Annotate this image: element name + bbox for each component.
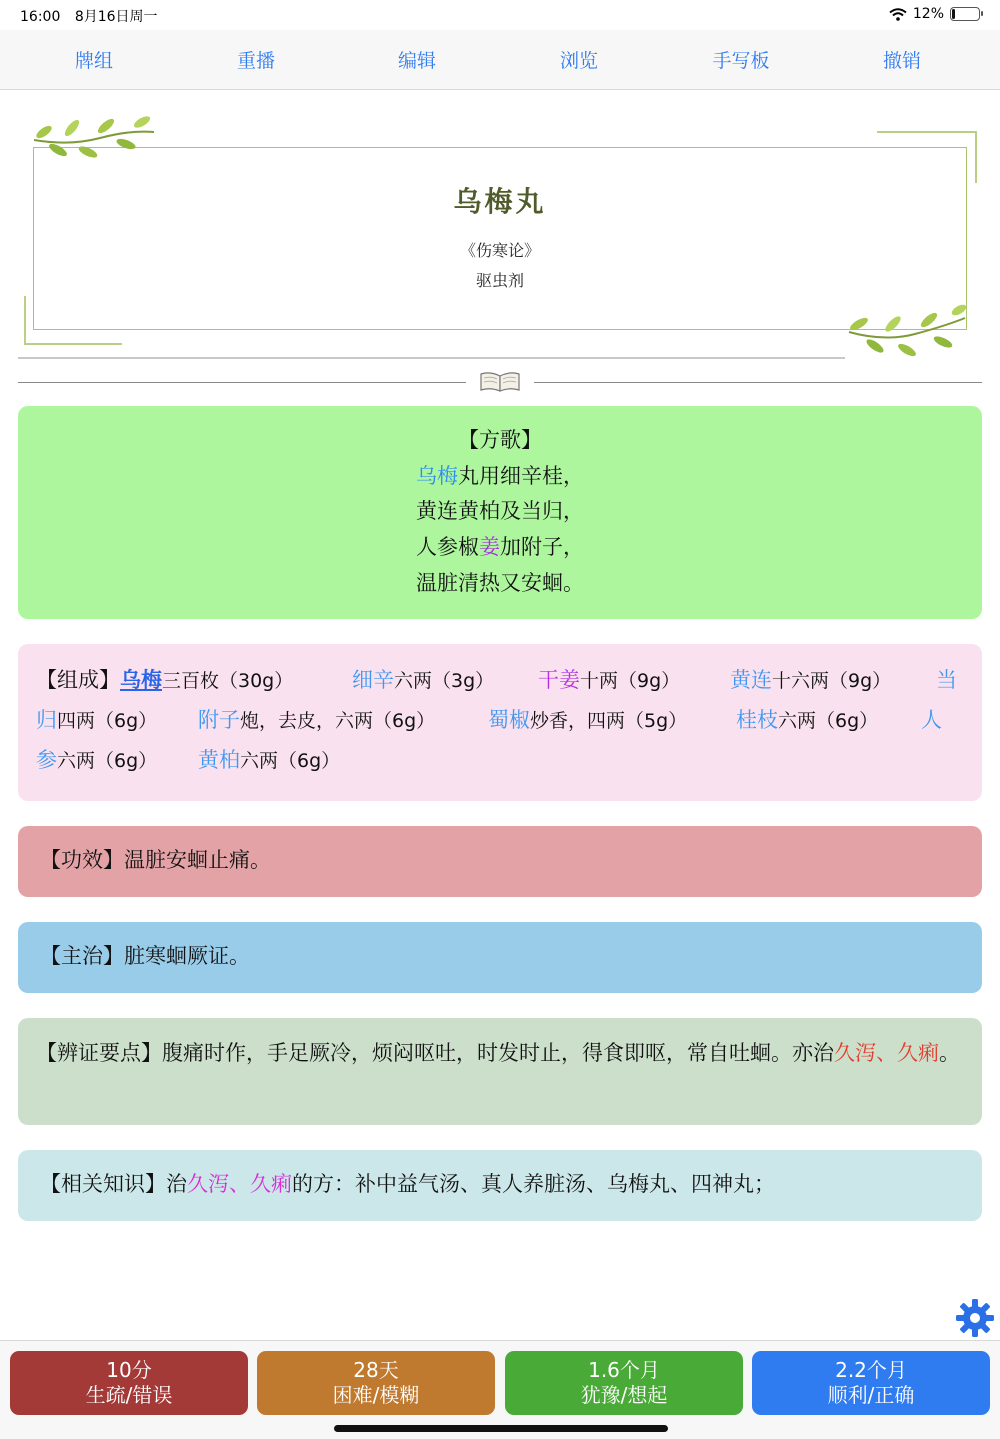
indication-text: 【主治】脏寒蛔厥证。 xyxy=(40,944,250,968)
knowledge-highlight: 久泻、久痢 xyxy=(187,1172,292,1196)
status-time: 16:00 xyxy=(20,9,61,25)
composition-heading: 【组成】 xyxy=(36,668,120,692)
vine-decoration-icon xyxy=(30,110,160,166)
herb-link-wumei[interactable]: 乌梅 xyxy=(120,668,162,692)
nav-handwriting[interactable]: 手写板 xyxy=(712,50,770,72)
knowledge-card xyxy=(18,1150,982,1221)
button-interval: 10分 xyxy=(106,1358,152,1382)
composition-item xyxy=(198,700,435,741)
composition-item xyxy=(198,740,340,781)
herb-dose: 十六两（9g） xyxy=(772,670,892,692)
verse-text: 丸用细辛桂， xyxy=(458,463,584,488)
answer-bar xyxy=(0,1340,1000,1439)
herb-dose: 炒香，四两（5g） xyxy=(530,710,688,732)
herb-name: 桂枝 xyxy=(736,708,778,732)
indication-card xyxy=(18,922,982,993)
composition-item xyxy=(36,660,293,701)
composition-card xyxy=(18,644,982,801)
frame-line xyxy=(24,296,26,344)
button-label: 生疏/错误 xyxy=(85,1383,173,1407)
good-button[interactable] xyxy=(505,1351,743,1415)
button-interval: 28天 xyxy=(353,1358,399,1382)
herb-dose: 六两（6g） xyxy=(240,750,341,772)
herb-name: 黄柏 xyxy=(198,748,240,772)
herb-dose: 十两（9g） xyxy=(580,670,681,692)
composition-item xyxy=(36,740,157,781)
gear-icon[interactable] xyxy=(955,1298,995,1338)
frame-line xyxy=(975,131,977,183)
herb-name: 附子 xyxy=(198,708,240,732)
herb-name: 蜀椒 xyxy=(488,708,530,732)
verse-highlight: 乌梅 xyxy=(416,463,458,488)
verse-text: 人参椒 xyxy=(416,535,479,560)
battery-fill xyxy=(952,9,955,19)
again-button[interactable] xyxy=(10,1351,248,1415)
composition-item xyxy=(488,700,687,741)
hard-button[interactable] xyxy=(257,1351,495,1415)
formula-source: 《伤寒论》 xyxy=(459,241,540,260)
button-label: 困难/模糊 xyxy=(332,1383,420,1407)
herb-dose: 炮，去皮，六两（6g） xyxy=(240,710,436,732)
herb-name: 归 xyxy=(36,708,57,732)
divider-left xyxy=(18,382,466,383)
herb-name: 当 xyxy=(936,668,957,692)
verse-line xyxy=(18,459,982,495)
composition-row xyxy=(36,700,964,740)
herb-dose: 六两（3g） xyxy=(394,670,495,692)
top-nav xyxy=(0,30,1000,90)
verse-line: 黄连黄柏及当归， xyxy=(416,499,584,524)
herb-dose: 四两（6g） xyxy=(57,710,158,732)
divider-right xyxy=(534,382,982,383)
status-bar xyxy=(0,0,1000,30)
nav-edit[interactable]: 编辑 xyxy=(397,50,437,72)
button-interval: 2.2个月 xyxy=(835,1358,907,1382)
composition-item xyxy=(538,660,680,701)
verse-line xyxy=(18,530,982,566)
composition-row xyxy=(36,740,964,780)
button-label: 犹豫/想起 xyxy=(580,1383,668,1407)
herb-dose: 六两（6g） xyxy=(57,750,158,772)
herb-dose: 六两（6g） xyxy=(778,710,879,732)
verse-line: 温脏清热又安蛔。 xyxy=(416,570,584,595)
herb-name: 干姜 xyxy=(538,668,580,692)
herb-name: 黄连 xyxy=(730,668,772,692)
verse-text: 加附子， xyxy=(500,535,584,560)
nav-decks[interactable]: 牌组 xyxy=(74,50,114,72)
formula-category: 驱虫剂 xyxy=(475,271,524,290)
formula-name: 乌梅丸 xyxy=(453,185,547,218)
status-date: 8月16日周一 xyxy=(74,9,158,25)
key-points-highlight: 久泻、久痢 xyxy=(834,1041,939,1065)
herb-name: 参 xyxy=(36,748,57,772)
home-indicator[interactable] xyxy=(334,1425,668,1432)
composition-item xyxy=(352,660,494,701)
battery-percent: 12% xyxy=(912,6,944,22)
battery-icon xyxy=(950,7,980,21)
herb-name: 人 xyxy=(921,708,942,732)
key-points-card xyxy=(18,1018,982,1125)
wifi-icon xyxy=(889,8,907,21)
composition-item xyxy=(736,700,878,741)
effect-card xyxy=(18,826,982,897)
nav-browse[interactable]: 浏览 xyxy=(559,50,599,72)
nav-replay[interactable]: 重播 xyxy=(236,50,276,72)
knowledge-prefix: 【相关知识】治 xyxy=(40,1172,187,1196)
frame-line xyxy=(24,343,122,345)
vine-decoration-icon xyxy=(845,302,970,364)
verse-card xyxy=(18,406,982,619)
easy-button[interactable] xyxy=(752,1351,990,1415)
verse-heading: 【方歌】 xyxy=(458,428,542,452)
nav-undo[interactable]: 撤销 xyxy=(882,50,922,72)
composition-item xyxy=(730,660,891,701)
formula-title-card xyxy=(0,90,1000,400)
knowledge-suffix: 的方：补中益气汤、真人养脏汤、乌梅丸、四神丸； xyxy=(292,1172,775,1196)
composition-item xyxy=(36,700,157,741)
open-book-icon xyxy=(478,370,522,394)
verse-highlight: 姜 xyxy=(479,535,500,560)
button-label: 顺利/正确 xyxy=(827,1383,915,1407)
key-points-text: 【辨证要点】腹痛时作，手足厥冷，烦闷呕吐，时发时止，得食即呕，常自吐蛔。亦治 xyxy=(36,1041,834,1065)
composition-row xyxy=(36,660,964,700)
herb-name: 细辛 xyxy=(352,668,394,692)
frame-line xyxy=(18,357,845,359)
frame-line xyxy=(877,131,976,133)
effect-text: 【功效】温脏安蛔止痛。 xyxy=(40,848,271,872)
button-interval: 1.6个月 xyxy=(588,1358,660,1382)
herb-dose: 三百枚（30g） xyxy=(162,670,294,692)
key-points-end: 。 xyxy=(939,1041,960,1065)
